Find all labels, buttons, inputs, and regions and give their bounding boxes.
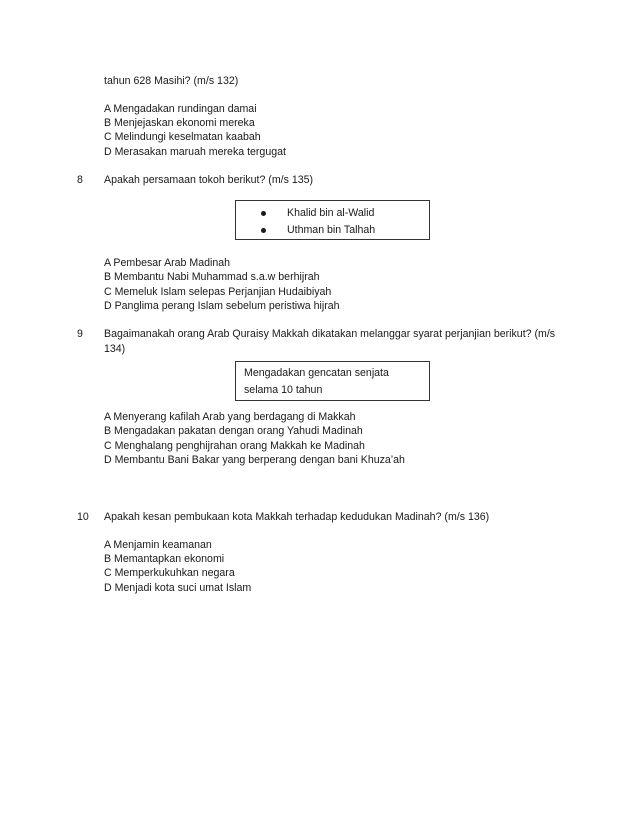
q9-option-b: B Mengadakan pakatan dengan orang Yahudi Madinah: [104, 425, 363, 437]
q7-option-b: B Menjejaskan ekonomi mereka: [104, 117, 255, 129]
q8-question: Apakah persamaan tokoh berikut? (m/s 135): [104, 174, 314, 186]
bullet-icon: [261, 211, 266, 216]
q10-question: Apakah kesan pembukaan kota Makkah terhadap kedudukan Madinah? (m/s 136): [104, 511, 490, 523]
q9-figure-box: [235, 361, 430, 401]
q8-option-c: C Memeluk Islam selepas Perjanjian Hudaibiyah: [104, 286, 332, 298]
q9-option-a: A Menyerang kafilah Arab yang berdagang di Makkah: [104, 411, 356, 423]
q7-option-a: A Mengadakan rundingan damai: [104, 103, 257, 115]
q9-option-d: D Membantu Bani Bakar yang berperang dengan bani Khuza’ah: [104, 454, 405, 466]
q7-option-d: D Merasakan maruah mereka tergugat: [104, 146, 286, 158]
q10-option-d: D Menjadi kota suci umat Islam: [104, 582, 252, 594]
q7-stem-tail: tahun 628 Masihi? (m/s 132): [104, 75, 239, 87]
q8-figure-box: Khalid bin al-Walid Uthman bin Talhah: [235, 200, 430, 240]
q10-option-a: A Menjamin keamanan: [104, 539, 212, 551]
q9-question-line2: 134): [104, 343, 126, 355]
q8-option-d: D Panglima perang Islam sebelum peristiwa hijrah: [104, 300, 340, 312]
q9-number: 9: [77, 328, 83, 340]
q8-number: 8: [77, 174, 83, 186]
q8-option-a: A Pembesar Arab Madinah: [104, 257, 231, 269]
q8-option-b: B Membantu Nabi Muhammad s.a.w berhijrah: [104, 271, 320, 283]
q7-option-c: C Melindungi keselmatan kaabah: [104, 131, 261, 143]
q9-box-line2: selama 10 tahun: [244, 384, 323, 396]
q10-option-c: C Memperkukuhkan negara: [104, 567, 235, 579]
q9-question-line1: Bagaimanakah orang Arab Quraisy Makkah dikatakan melanggar syarat perjanjian berikut? (m/s: [104, 328, 556, 340]
q9-option-c: C Menghalang penghijrahan orang Makkah ke Madinah: [104, 440, 365, 452]
bullet-icon: [261, 228, 266, 233]
q10-number: 10: [77, 511, 89, 523]
q10-option-b: B Memantapkan ekonomi: [104, 553, 225, 565]
q9-box-line1: Mengadakan gencatan senjata: [244, 367, 389, 379]
